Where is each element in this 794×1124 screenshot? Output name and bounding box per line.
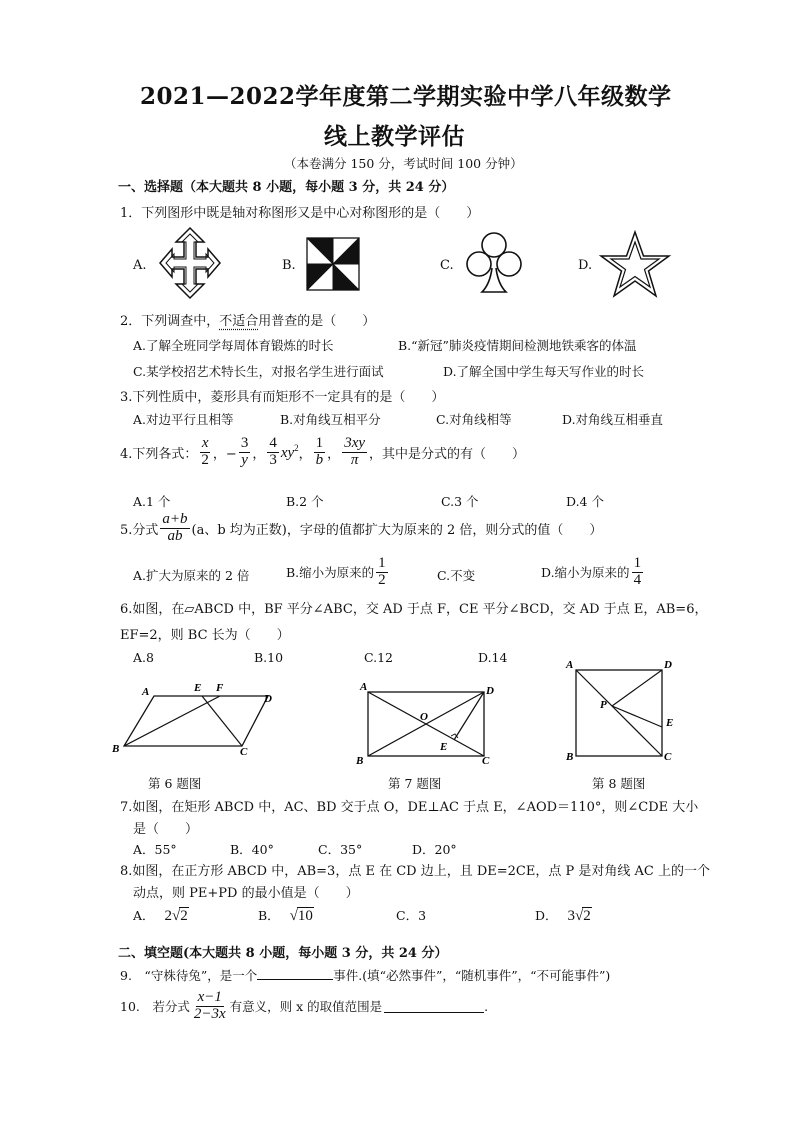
q6-option-b: B.10	[254, 650, 284, 665]
q8-option-a: A． 2√2	[133, 908, 188, 924]
fig7-label-e: E	[440, 741, 448, 753]
q8-option-c: C．3	[396, 908, 427, 923]
q6-option-a: A.8	[133, 650, 154, 665]
fig6-label-e: E	[194, 682, 202, 694]
q4-option-a: A.1 个	[133, 494, 171, 509]
fig8-label-b: B	[566, 751, 574, 763]
q7-line2: 是（ ）	[133, 822, 199, 837]
fig8-label-c: C	[664, 751, 672, 763]
q10-stem: 10. 若分式 $\frac{x-1}{2-3x}$ 有意义，则 x 的取值范围是 .	[120, 989, 489, 1022]
q3-option-a: A.对边平行且相等	[133, 412, 234, 427]
fraction-1-over-b: $\frac{1}{b}$	[315, 435, 324, 468]
q2-option-b: B.“新冠”肺炎疫情期间检测地铁乘客的体温	[398, 338, 637, 353]
q1-label-d: D.	[578, 258, 593, 273]
q5-option-c: C.不变	[437, 568, 476, 583]
q8-option-b: B． √10	[258, 908, 313, 924]
fig7-label-c: C	[482, 755, 490, 767]
fraction-x-minus-1-over-2-minus-3x: $\frac{x-1}{2-3x}$	[193, 989, 226, 1022]
q3-option-c: C.对角线相等	[436, 412, 512, 427]
fig6-label-a: A	[142, 686, 150, 698]
caption-figure-6: 第 6 题图	[148, 776, 202, 791]
section-heading-fill: 二、填空题(本大题共 8 小题，每小题 3 分，共 24 分）	[118, 946, 448, 961]
caption-figure-8: 第 8 题图	[592, 776, 646, 791]
fraction-a-plus-b-over-ab: $\frac{a+b}{ab}$	[162, 511, 188, 544]
caption-figure-7: 第 7 题图	[388, 776, 442, 791]
q10-answer-blank[interactable]	[384, 1000, 484, 1013]
q5-option-a: A.扩大为原来的 2 倍	[133, 568, 250, 583]
q2-stem: 2．下列调查中，不适合用普查的是（ ）	[120, 314, 376, 329]
q5-stem: 5.分式 $\frac{a+b}{ab}$ (a、b 均为正数)，字母的值都扩大为原来的 2 倍，则分式的值（ ）	[120, 511, 603, 544]
q2-option-d: D.了解全国中学生每天写作业的时长	[443, 364, 645, 379]
exam-note: （本卷满分 150 分，考试时间 100 分钟）	[284, 156, 523, 171]
q4-option-b: B.2 个	[286, 494, 324, 509]
fig8-label-d: D	[664, 659, 672, 671]
club-icon	[464, 228, 524, 298]
q5-option-d: D.缩小为原来的 $\frac{1}{4}$	[541, 555, 642, 588]
q1-stem: 1．下列图形中既是轴对称图形又是中心对称图形的是（ ）	[120, 206, 480, 221]
fig6-label-b: B	[112, 743, 120, 755]
q7-option-b: B．40°	[230, 842, 274, 857]
q7-option-d: D．20°	[412, 842, 457, 857]
section-heading-choice: 一、选择题（本大题共 8 小题，每小题 3 分，共 24 分）	[118, 180, 455, 195]
fraction-3xy-over-pi: $\frac{3xy}{\pi}$	[344, 435, 366, 468]
page-title: 2021—2022学年度第二学期实验中学八年级数学	[140, 83, 672, 110]
fig7-label-d: D	[486, 685, 494, 697]
fig8-label-a: A	[566, 659, 574, 671]
fig6-label-f: F	[216, 682, 224, 694]
fig7-label-b: B	[356, 755, 364, 767]
q1-label-b: B.	[282, 258, 296, 273]
q4-stem: 4.下列各式： $\frac{x}{2}$ ，− $\frac{3}{y}$ ， $\frac{4}{3}$ $xy^2$ ， $\frac{1}{b}$ ， $\frac{3xy}{\pi}$ ，其中是分式的有（ ）	[120, 435, 526, 468]
fraction-x-over-2: $\frac{x}{2}$	[201, 435, 209, 468]
fraction-3-over-y: $\frac{3}{y}$	[240, 435, 249, 468]
double-star-icon	[598, 230, 672, 300]
fig7-label-a: A	[360, 681, 368, 693]
q9-answer-blank[interactable]	[257, 967, 333, 980]
q6-line1: 6.如图，在▱ABCD 中，BF 平分∠ABC，交 AD 于点 F，CE 平分∠BCD，交 AD 于点 E，AB=6，	[120, 602, 708, 617]
q6-option-d: D.14	[478, 650, 508, 665]
q8-line1: 8.如图，在正方形 ABCD 中，AB=3，点 E 在 CD 边上，且 DE=2CE，点 P 是对角线 AC 上的一个	[120, 864, 710, 879]
figure-7-rectangle	[354, 680, 504, 770]
q2-option-a: A.了解全班同学每周体育锻炼的时长	[133, 338, 334, 353]
fig7-label-o: O	[420, 711, 428, 723]
fig8-label-e: E	[666, 717, 674, 729]
fig6-label-c: C	[240, 746, 248, 758]
fig6-label-d: D	[264, 693, 272, 705]
q4-option-d: D.4 个	[566, 494, 604, 509]
four-way-arrow-icon	[158, 226, 222, 300]
q7-line1: 7.如图，在矩形 ABCD 中，AC、BD 交于点 O，DE⊥AC 于点 E，∠AOD＝110°，则∠CDE 大小	[120, 800, 699, 815]
q1-label-a: A.	[133, 258, 147, 273]
q5-option-b: B.缩小为原来的 $\frac{1}{2}$	[286, 555, 386, 588]
q3-stem: 3.下列性质中，菱形具有而矩形不一定具有的是（ ）	[120, 390, 445, 405]
q9-stem: 9. “守株待兔”，是一个 事件.(填“必然事件”，“随机事件”，“不可能事件”)	[120, 968, 611, 983]
page-subtitle: 线上教学评估	[324, 123, 465, 150]
q4-option-c: C.3 个	[441, 494, 479, 509]
q6-line2: EF=2，则 BC 长为（ ）	[120, 628, 290, 643]
q8-line2: 动点，则 PE+PD 的最小值是（ ）	[133, 886, 359, 901]
q2-option-c: C.某学校招艺术特长生，对报名学生进行面试	[133, 364, 384, 379]
q6-option-c: C.12	[364, 650, 393, 665]
pinwheel-icon	[305, 234, 361, 294]
q7-option-a: A．55°	[133, 842, 177, 857]
q7-option-c: C．35°	[318, 842, 363, 857]
figure-8-square	[560, 656, 690, 768]
q1-label-c: C.	[440, 258, 454, 273]
q8-option-d: D． 3√2	[535, 908, 591, 924]
figure-6-parallelogram	[108, 680, 288, 760]
q3-option-b: B.对角线互相平分	[280, 412, 381, 427]
fig8-label-p: P	[600, 699, 607, 711]
q3-option-d: D.对角线互相垂直	[562, 412, 664, 427]
fraction-4-over-3: $\frac{4}{3}$	[269, 435, 277, 468]
